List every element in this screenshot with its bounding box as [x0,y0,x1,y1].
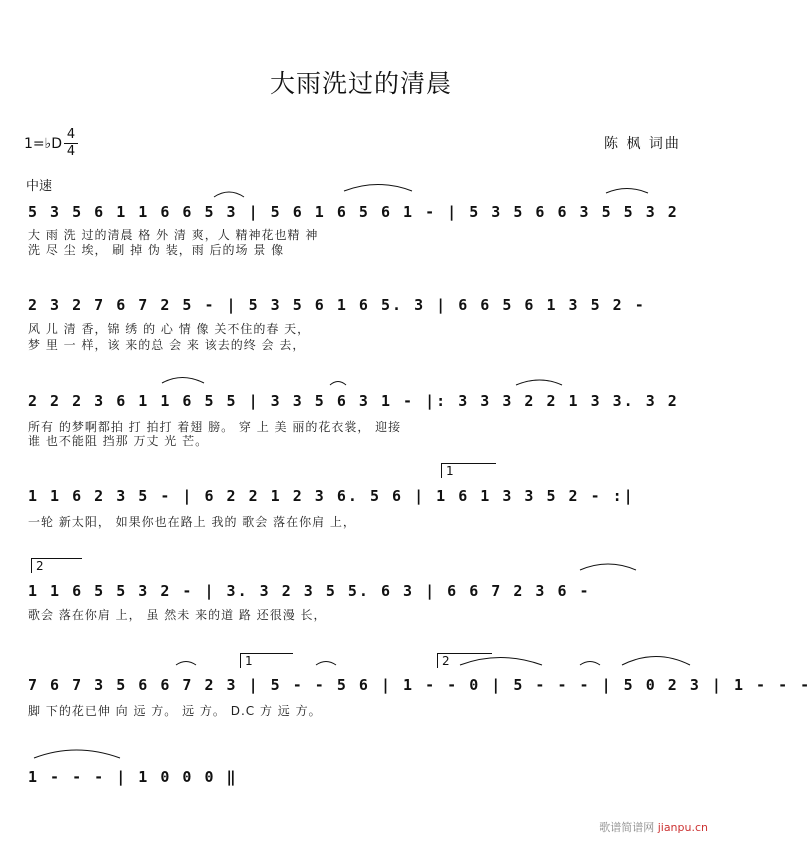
time-signature-bottom: 4 [66,144,76,159]
slur [176,662,196,666]
lyrics-row-1-verse-1: 大 雨 洗 过的清晨 格 外 清 爽，人 精神花也精 神 [28,228,319,242]
slur [460,658,542,666]
lyrics-row-2-verse-1: 风 儿 清 香，锦 绣 的 心 情 像 关不住的春 天， [28,322,311,336]
time-signature-top: 4 [66,127,76,142]
watermark [599,819,708,835]
lyrics-row-1-verse-2: 洗 尽 尘 埃， 刷 掉 伪 装，雨 后的场 景 像 [28,243,285,257]
key-signature: 1=♭D [24,136,63,152]
notes-row-7: 1 - - - | 1 0 0 0 ‖ [28,768,238,786]
lyrics-row-4: 一轮 新太阳， 如果你也在路上 我的 歌会 落在你肩 上， [28,515,356,529]
volta-2-bracket: 2 [31,558,82,573]
volta-1-bracket-row-6: 1 [240,653,293,668]
song-title: 大雨洗过的清晨 [269,69,452,98]
slur [34,750,120,758]
notes-row-2: 2 3 2 7 6 7 2 5 - | 5 3 5 6 1 6 5. 3 | 6 6 5 6 1 3 5 2 - [28,296,646,314]
slur [622,657,690,666]
volta-1-bracket: 1 [441,463,496,478]
lyrics-row-3-verse-1: 所有 的梦啊都拍 打 拍打 着翅 膀。 穿 上 美 丽的花衣裳， 迎接 [28,420,402,434]
notes-row-3: 2 2 2 3 6 1 1 6 5 5 | 3 3 5 6 3 1 - |: 3 3 3 2 2 1 3 3. 3 2 [28,392,679,410]
slur [316,662,336,666]
slur [330,382,346,386]
lyricist-composer-credit: 陈 枫 词曲 [604,136,681,152]
notes-row-4: 1 1 6 2 3 5 - | 6 2 2 1 2 3 6. 5 6 | 1 6 1 3 3 5 2 - :| [28,487,635,505]
tempo-marking: 中速 [26,179,53,194]
slur [606,189,648,194]
volta-2-bracket-row-6: 2 [437,653,492,668]
slur [214,192,244,197]
notes-row-5: 1 1 6 5 5 3 2 - | 3. 3 2 3 5 5. 6 3 | 6 6 7 2 3 6 - [28,582,591,600]
watermark-site: 歌谱简谱网 [599,821,655,834]
lyrics-row-6: 脚 下的花已伸 向 远 方。 远 方。 D.C 方 远 方。 [28,704,322,718]
slur [580,662,600,666]
slur [344,185,412,192]
notes-row-1: 5 3 5 6 1 1 6 6 5 3 | 5 6 1 6 5 6 1 - | 5 3 5 6 6 3 5 5 3 2 [28,203,679,221]
slur [516,380,562,385]
slur [580,564,636,570]
lyrics-row-3-verse-2: 谁 也不能阻 挡那 万丈 光 芒。 [28,434,209,448]
lyrics-row-2-verse-2: 梦 里 一 样，该 来的总 会 来 该去的终 会 去， [28,338,306,352]
slur [162,378,204,384]
watermark-url: jianpu.cn [657,821,708,834]
notes-row-6: 7 6 7 3 5 6 6 7 2 3 | 5 - - 5 6 | 1 - - 0 | 5 - - - | 5 0 2 3 | 1 - - - [28,676,811,694]
lyrics-row-5: 歌会 落在你肩 上， 虽 然未 来的道 路 还很漫 长， [28,608,327,622]
